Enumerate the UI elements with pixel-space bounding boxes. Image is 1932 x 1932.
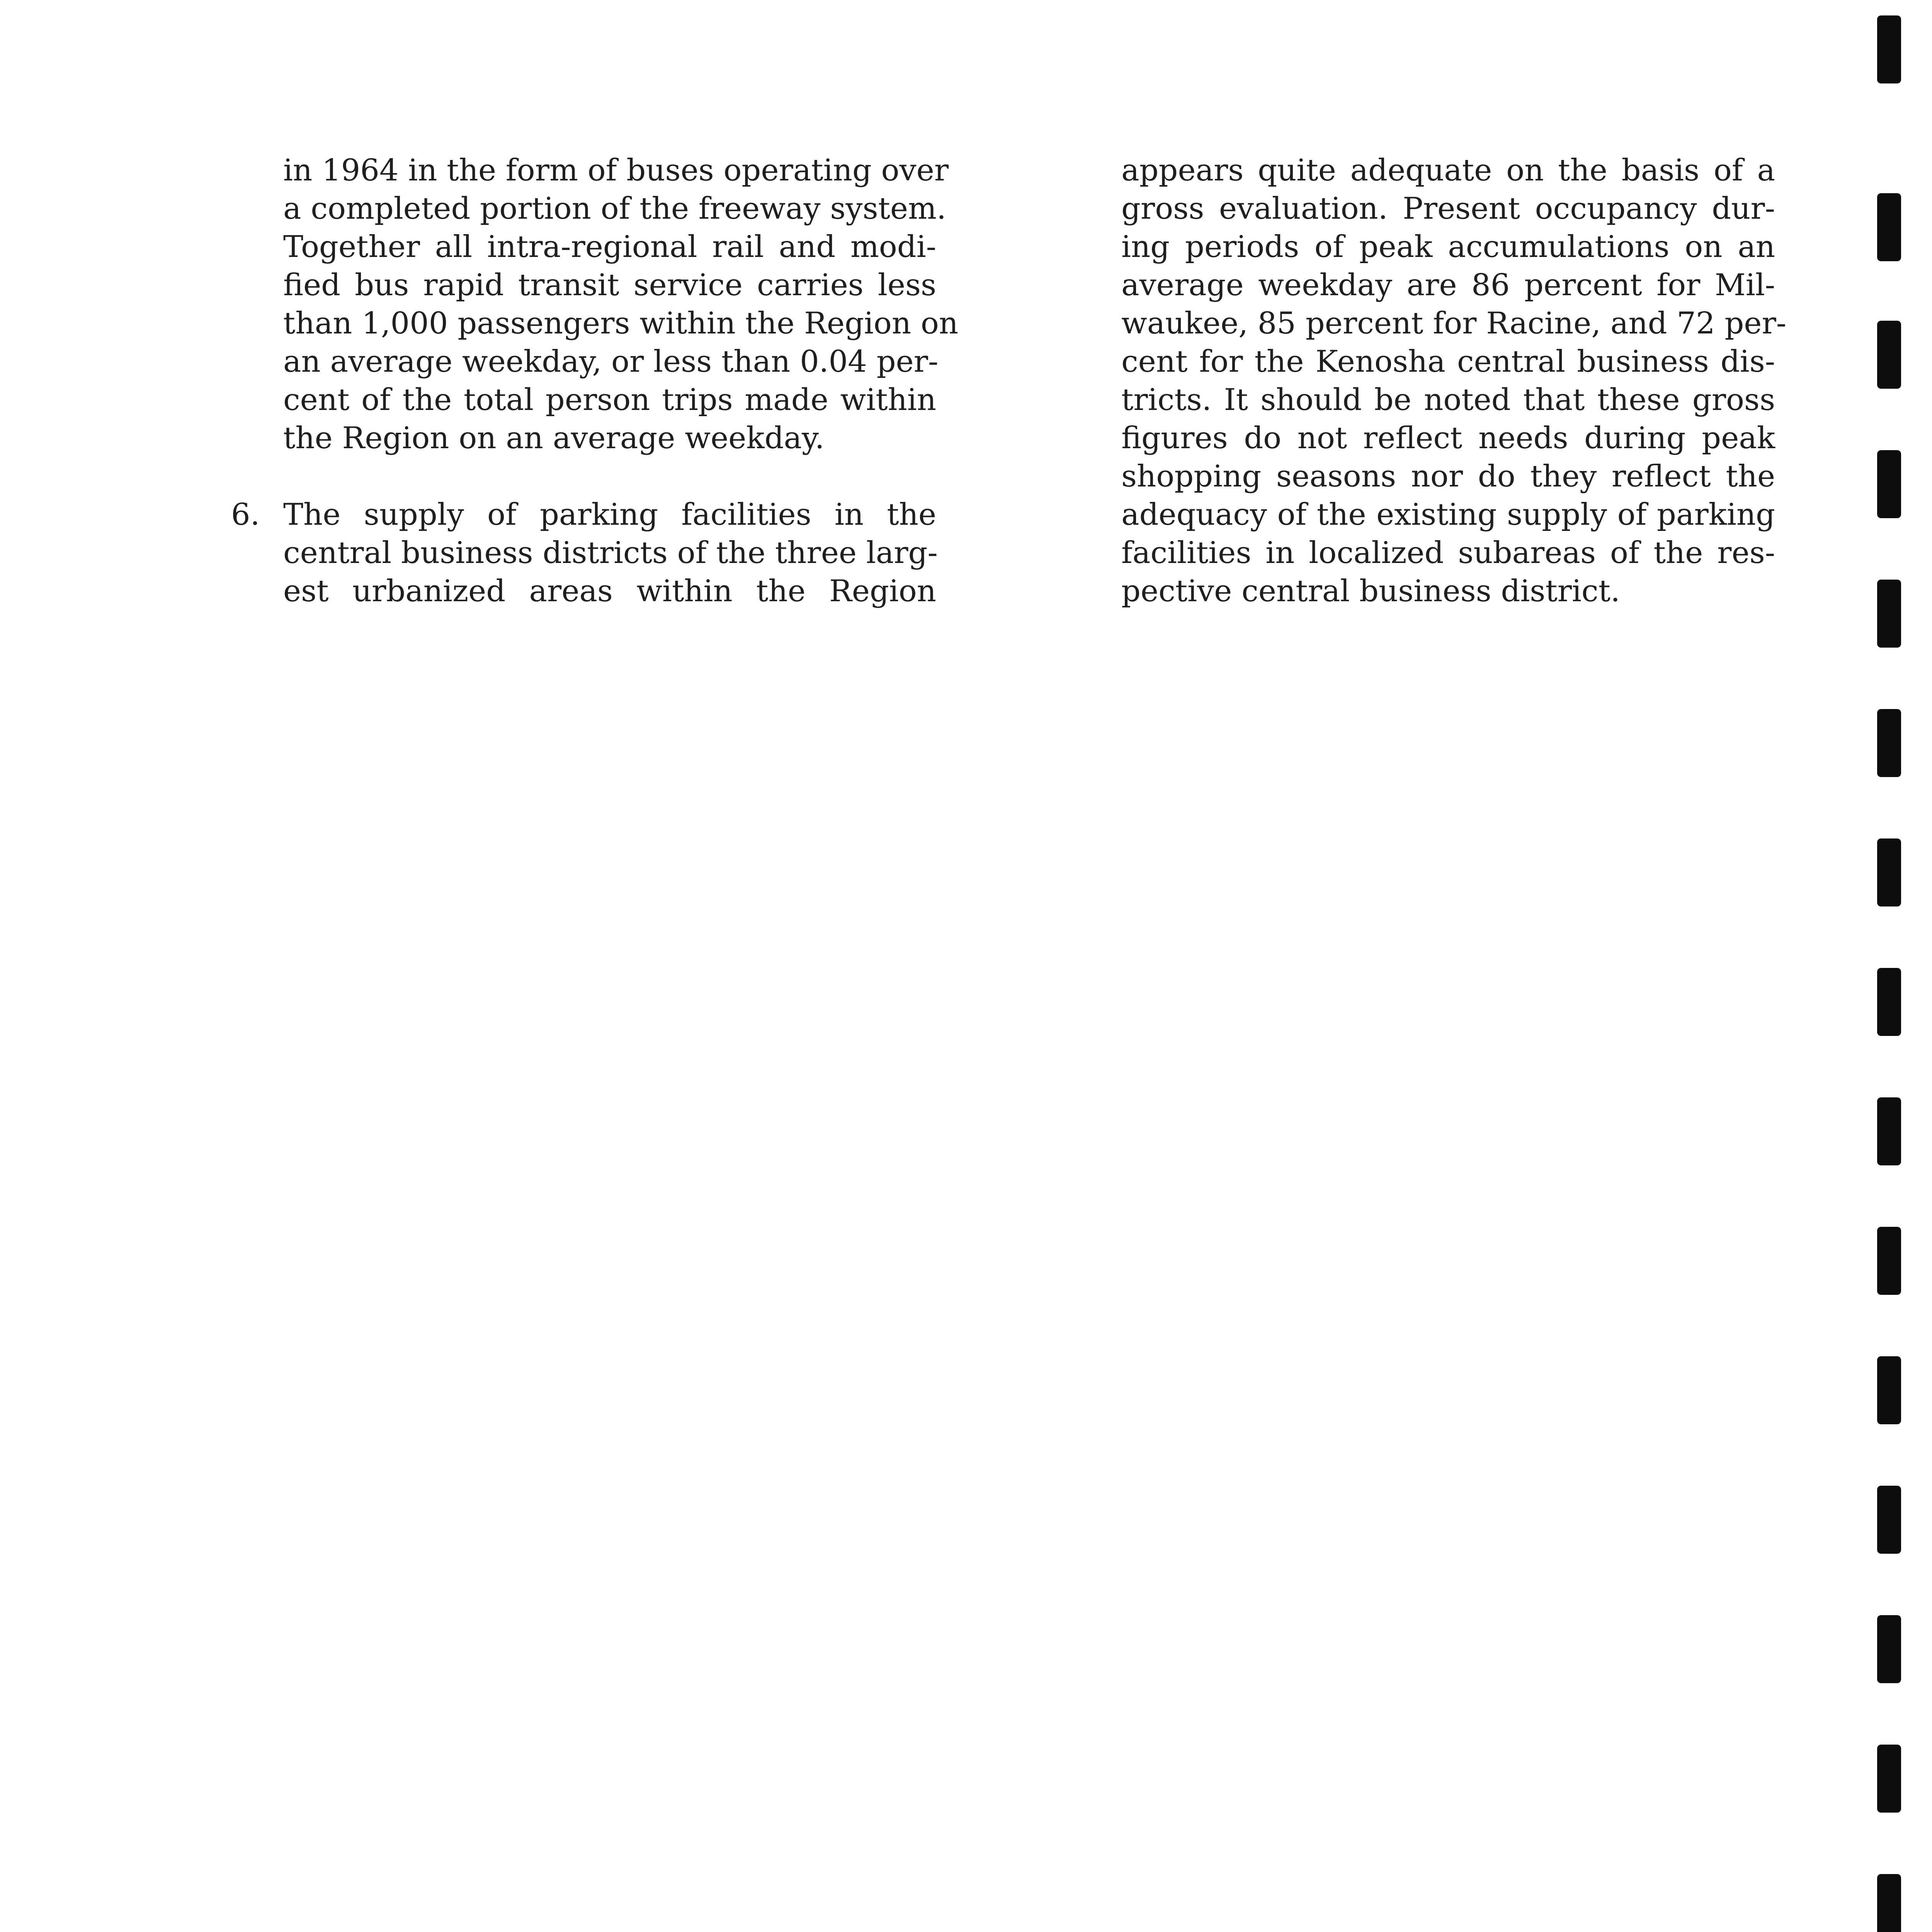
text-line: gross evaluation. Present occupancy dur- — [1121, 191, 1775, 226]
binding-hole — [1877, 709, 1901, 777]
text-line: ing periods of peak accumulations on an — [1121, 230, 1775, 264]
binding-hole — [1877, 968, 1901, 1036]
text-line: average weekday are 86 percent for Mil- — [1121, 268, 1775, 303]
text-line: figures do not reflect needs during peak — [1121, 421, 1775, 456]
text-line: tricts. It should be noted that these gross — [1121, 383, 1775, 417]
text-line: appears quite adequate on the basis of a — [1121, 153, 1775, 188]
binding-hole — [1877, 1356, 1901, 1424]
text-line: The supply of parking facilities in the — [283, 497, 936, 532]
text-line: adequacy of the existing supply of parking — [1121, 497, 1775, 532]
text-line: shopping seasons nor do they reflect the — [1121, 459, 1775, 494]
text-line: cent of the total person trips made within — [283, 383, 936, 417]
binding-hole — [1877, 1615, 1901, 1683]
text-line: an average weekday, or less than 0.04 per- — [283, 344, 939, 379]
binding-hole — [1877, 1745, 1901, 1813]
text-line: waukee, 85 percent for Racine, and 72 per- — [1121, 306, 1787, 341]
binding-hole — [1877, 15, 1901, 83]
text-line: the Region on an average weekday. — [283, 421, 825, 456]
text-line: cent for the Kenosha central business dis- — [1121, 344, 1775, 379]
binding-hole — [1877, 1097, 1901, 1165]
binding-hole — [1877, 580, 1901, 648]
list-item-number: 6. — [231, 497, 260, 532]
text-line: fied bus rapid transit service carries less — [283, 268, 936, 303]
binding-hole — [1877, 1486, 1901, 1554]
binding-hole — [1877, 838, 1901, 906]
binding-hole — [1877, 1227, 1901, 1295]
right-column — [1121, 151, 1787, 611]
text-line: central business districts of the three larg- — [283, 536, 938, 570]
text-line: Together all intra-regional rail and modi- — [283, 230, 936, 264]
list-item-6 — [231, 496, 938, 611]
binding-holes — [1877, 0, 1908, 1932]
text-line: than 1,000 passengers within the Region on — [283, 306, 959, 341]
binding-hole — [1877, 1874, 1901, 1932]
binding-hole — [1877, 450, 1901, 518]
text-line: a completed portion of the freeway system. — [283, 191, 946, 226]
binding-hole — [1877, 193, 1901, 261]
text-line: est urbanized areas within the Region — [283, 574, 936, 609]
binding-hole — [1877, 321, 1901, 389]
text-line: facilities in localized subareas of the res- — [1121, 536, 1775, 570]
text-line: pective central business district. — [1121, 574, 1620, 609]
text-line: in 1964 in the form of buses operating over — [283, 153, 949, 188]
left-column — [231, 151, 959, 611]
